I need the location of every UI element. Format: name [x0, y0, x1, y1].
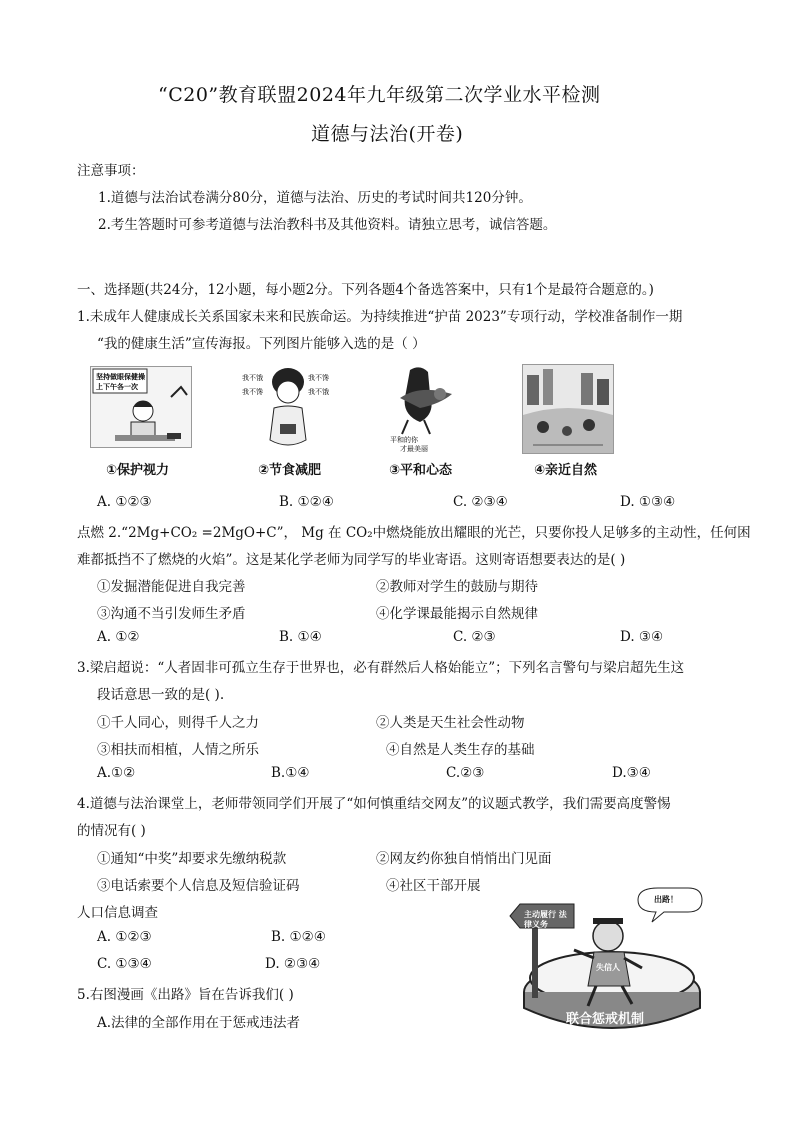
q4-stem-line1: 4.道德与法治课堂上，老师带领同学们开展了“如何慎重结交网友”的议题式教学，我们需要高度警惕 [77, 796, 671, 812]
q3-option-c[interactable]: C.②③ [446, 765, 485, 781]
q5-cartoon-person-label: 失信人 [596, 963, 620, 972]
svg-text:我不馋: 我不馋 [308, 374, 329, 382]
q2-statement-1: ①发掘潜能促进自我完善 [97, 579, 246, 595]
q1-image-3 [380, 364, 460, 452]
q3-statement-3: ③相扶而相植，人情之所乐 [97, 742, 259, 758]
q3-option-a[interactable]: A.①② [97, 765, 136, 781]
q1-image-4 [522, 364, 614, 454]
q4-option-c[interactable]: C. ①③④ [97, 956, 152, 972]
q4-statement-1: ①通知“中奖”却要求先缴纳税款 [97, 851, 287, 867]
q5-cartoon [492, 880, 707, 1030]
q1-image-1-caption: ①保护视力 [106, 463, 170, 478]
q5-cartoon-ring-label: 联合惩戒机制 [566, 1012, 645, 1027]
q4-statement-4: ④社区干部开展 [386, 878, 481, 894]
q5-option-a[interactable]: A.法律的全部作用在于惩戒违法者 [97, 1015, 301, 1031]
svg-text:我不饿: 我不饿 [308, 388, 329, 396]
q3-stem-line2: 段话意思一致的是( ). [97, 687, 225, 703]
q2-option-c[interactable]: C. ②③ [453, 629, 496, 645]
q4-statement-2: ②网友约你独自悄悄出门见面 [376, 851, 552, 867]
q1-image-4-caption: ④亲近自然 [534, 463, 598, 478]
q1-option-a[interactable]: A. ①②③ [97, 494, 152, 510]
svg-text:坚持做眼保健操: 坚持做眼保健操 [96, 373, 145, 381]
q1-image-2-caption: ②节食减肥 [258, 463, 322, 478]
q2-stem-line2: 难都抵挡不了燃烧的火焰”。这是某化学老师为同学写的毕业寄语。这则寄语想要表达的是( ) [77, 552, 626, 568]
q4-statement-3: ③电话索要个人信息及短信验证码 [97, 878, 300, 894]
q3-option-b[interactable]: B.①④ [271, 765, 310, 781]
exam-subtitle: 道德与法治(开卷) [311, 123, 464, 145]
svg-text:上下午各一次: 上下午各一次 [96, 383, 138, 391]
q1-option-b[interactable]: B. ①②④ [279, 494, 334, 510]
q4-stem-line3: 人口信息调查 [77, 905, 158, 921]
q3-statement-1: ①千人同心，则得千人之力 [97, 715, 259, 731]
q2-stem-line1: 点燃 2.“2Mg+CO₂ =2MgO+C”， Mg 在 CO₂中燃烧能放出耀眼的光芒，只要你投人足够多的主动性，任何困 [77, 525, 751, 541]
svg-text:我不饿: 我不饿 [242, 374, 263, 382]
svg-text:才最美丽: 才最美丽 [400, 445, 428, 452]
q1-image-3-caption: ③平和心态 [389, 463, 453, 478]
q4-option-b[interactable]: B. ①②④ [271, 929, 326, 945]
q4-stem-line2: 的情况有( ) [77, 823, 146, 839]
q1-image-1 [90, 366, 192, 448]
notice-heading: 注意事项： [77, 163, 145, 179]
q3-option-d[interactable]: D.③④ [612, 765, 651, 781]
q4-option-d[interactable]: D. ②③④ [265, 956, 321, 972]
q5-stem: 5.右图漫画《出路》旨在告诉我们( ) [77, 987, 294, 1003]
svg-text:我不馋: 我不馋 [242, 388, 263, 396]
q3-statement-4: ④自然是人类生存的基础 [386, 742, 535, 758]
svg-text:平和的你: 平和的你 [390, 436, 418, 444]
q2-statement-3: ③沟通不当引发师生矛盾 [97, 606, 246, 622]
q1-stem-line2: “我的健康生活”宣传海报。下列图片能够入选的是（ ） [97, 336, 426, 352]
q2-option-a[interactable]: A. ①② [97, 629, 140, 645]
q2-option-d[interactable]: D. ③④ [620, 629, 664, 645]
section-heading: 一、选择题(共24分，12小题，每小题2分。下列各题4个备选答案中，只有1个是最符合题意的。) [77, 282, 654, 298]
q1-image-2 [240, 364, 336, 452]
q5-cartoon-sign: 主动履行 法律义务 [524, 910, 567, 929]
notice-item-1: 1.道德与法治试卷满分80分，道德与法治、历史的考试时间共120分钟。 [98, 190, 532, 206]
q3-statement-2: ②人类是天生社会性动物 [376, 715, 525, 731]
q2-statement-4: ④化学课最能揭示自然规律 [376, 606, 538, 622]
q1-option-c[interactable]: C. ②③④ [453, 494, 508, 510]
exam-title: “C20”教育联盟2024年九年级第二次学业水平检测 [158, 84, 601, 106]
q2-statement-2: ②教师对学生的鼓励与期待 [376, 579, 538, 595]
q1-stem-line1: 1.未成年人健康成长关系国家未来和民族命运。为持续推进“护苗 2023”专项行动，学校准备制作一期 [77, 309, 683, 325]
q2-option-b[interactable]: B. ①④ [279, 629, 322, 645]
q4-option-a[interactable]: A. ①②③ [97, 929, 152, 945]
q1-option-d[interactable]: D. ①③④ [620, 494, 676, 510]
q5-cartoon-bubble: 出路！ [654, 895, 678, 904]
notice-item-2: 2.考生答题时可参考道德与法治教科书及其他资料。请独立思考，诚信答题。 [98, 217, 557, 233]
q3-stem-line1: 3.梁启超说：“人者固非可孤立生存于世界也，必有群然后人格始能立”；下列名言警句与梁启超先生这 [77, 660, 685, 676]
